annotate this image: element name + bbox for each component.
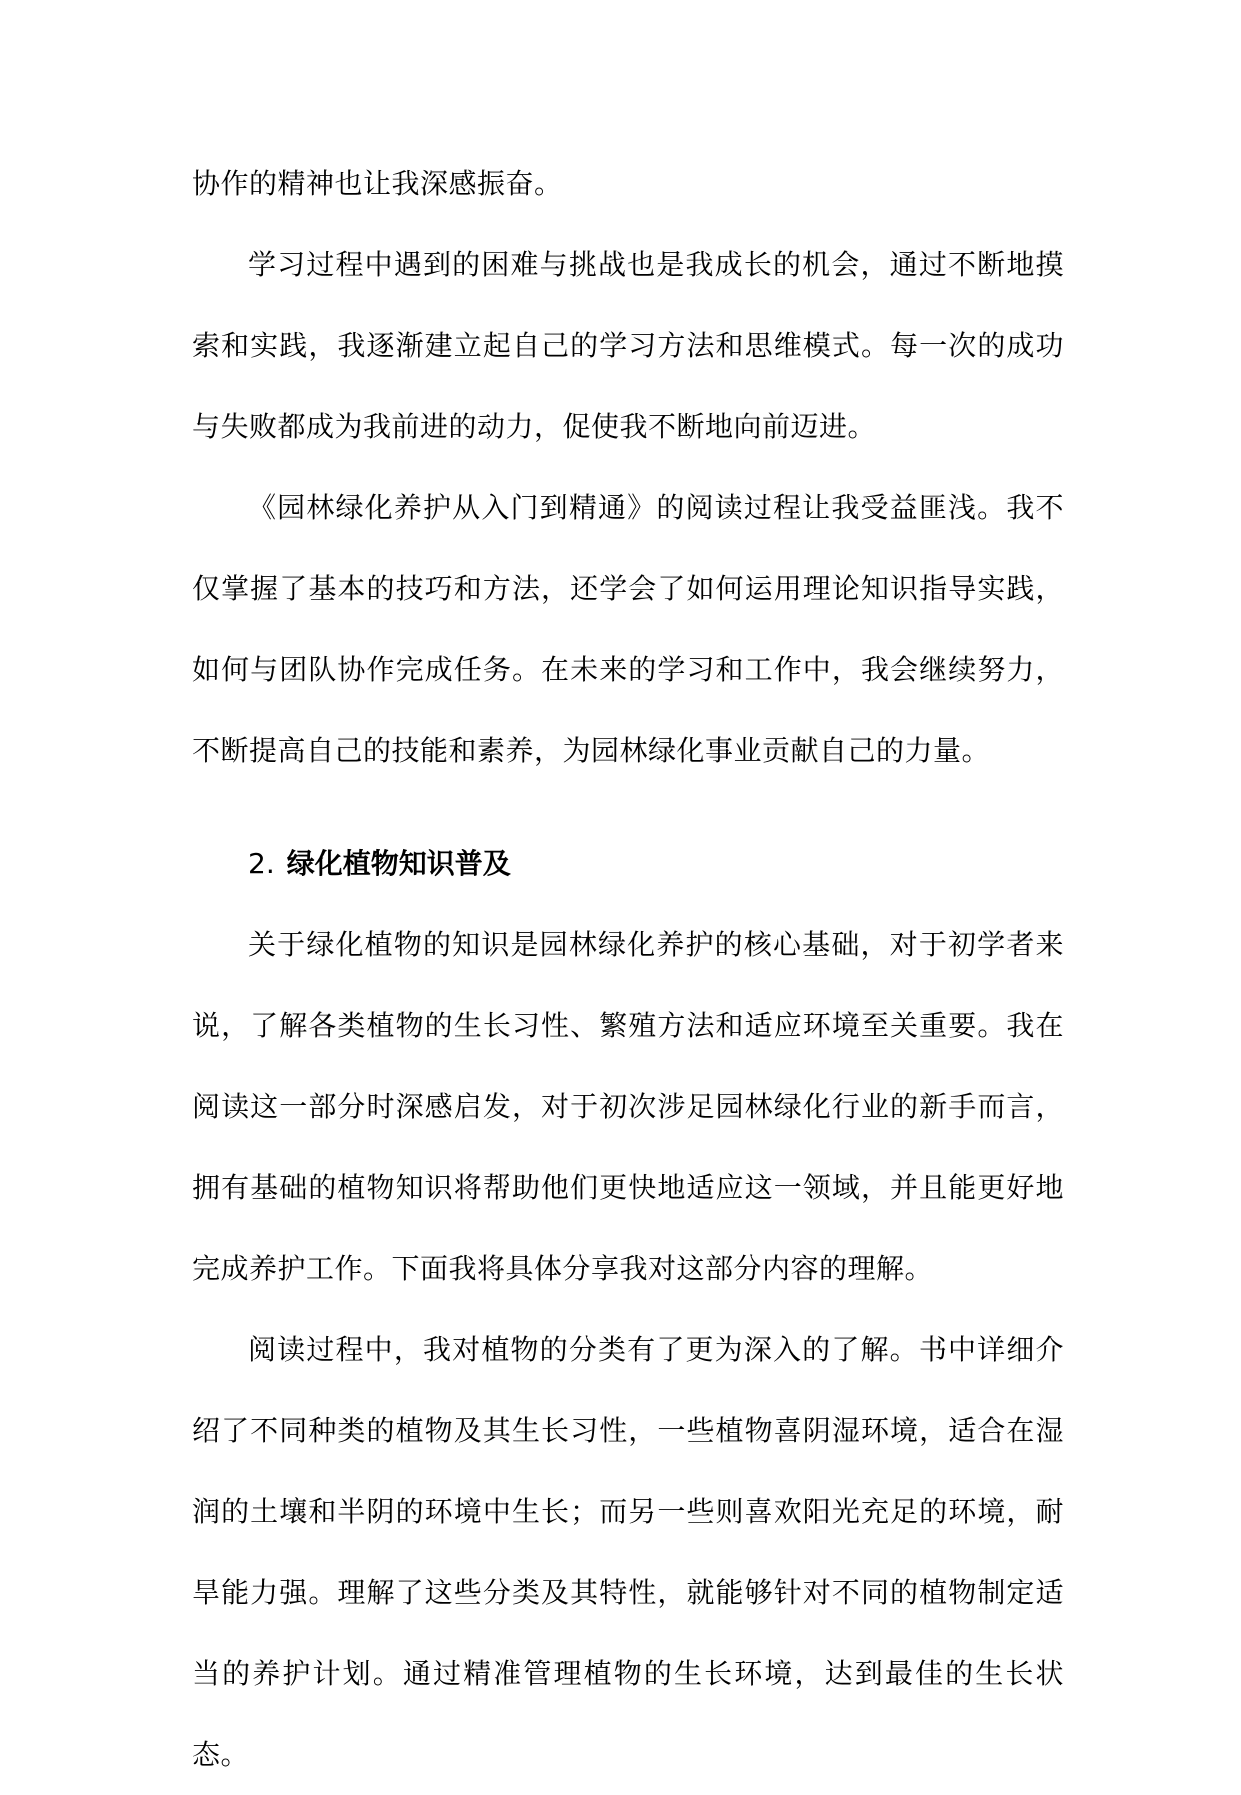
section-title: 绿化植物知识普及 — [286, 847, 511, 880]
paragraph-continuation: 协作的精神也让我深感振奋。 — [192, 167, 563, 200]
section-heading — [192, 823, 1064, 904]
document-body — [192, 143, 1064, 1795]
paragraph-learning-challenges: 学习过程中遇到的困难与挑战也是我成长的机会，通过不断地摸索和实践，我逐渐建立起自己的学习方法和思维模式。每一次的成功与失败都成为我前进的动力，促使我不断地向前迈进。 — [192, 248, 1064, 443]
paragraph-plant-knowledge-intro: 关于绿化植物的知识是园林绿化养护的核心基础，对于初学者来说，了解各类植物的生长习性、繁殖方法和适应环境至关重要。我在阅读这一部分时深感启发，对于初次涉足园林绿化行业的新手而言，拥有基础的植物知识将帮助他们更快地适应这一领域，并且能更好地完成养护工作。下面我将具体分享我对这部分内容的理解。 — [192, 928, 1064, 1285]
paragraph-plant-classification: 阅读过程中，我对植物的分类有了更为深入的了解。书中详细介绍了不同种类的植物及其生长习性，一些植物喜阴湿环境，适合在湿润的土壤和半阴的环境中生长；而另一些则喜欢阳光充足的环境，耐旱能力强。理解了这些分类及其特性，就能够针对不同的植物制定适当的养护计划。通过精准管理植物的生长环境，达到最佳的生长状态。 — [192, 1333, 1064, 1771]
section-number: 2. — [248, 847, 275, 880]
paragraph-reading-summary: 《园林绿化养护从入门到精通》的阅读过程让我受益匪浅。我不仅掌握了基本的技巧和方法，还学会了如何运用理论知识指导实践，如何与团队协作完成任务。在未来的学习和工作中，我会继续努力，不断提高自己的技能和素养，为园林绿化事业贡献自己的力量。 — [192, 491, 1064, 767]
